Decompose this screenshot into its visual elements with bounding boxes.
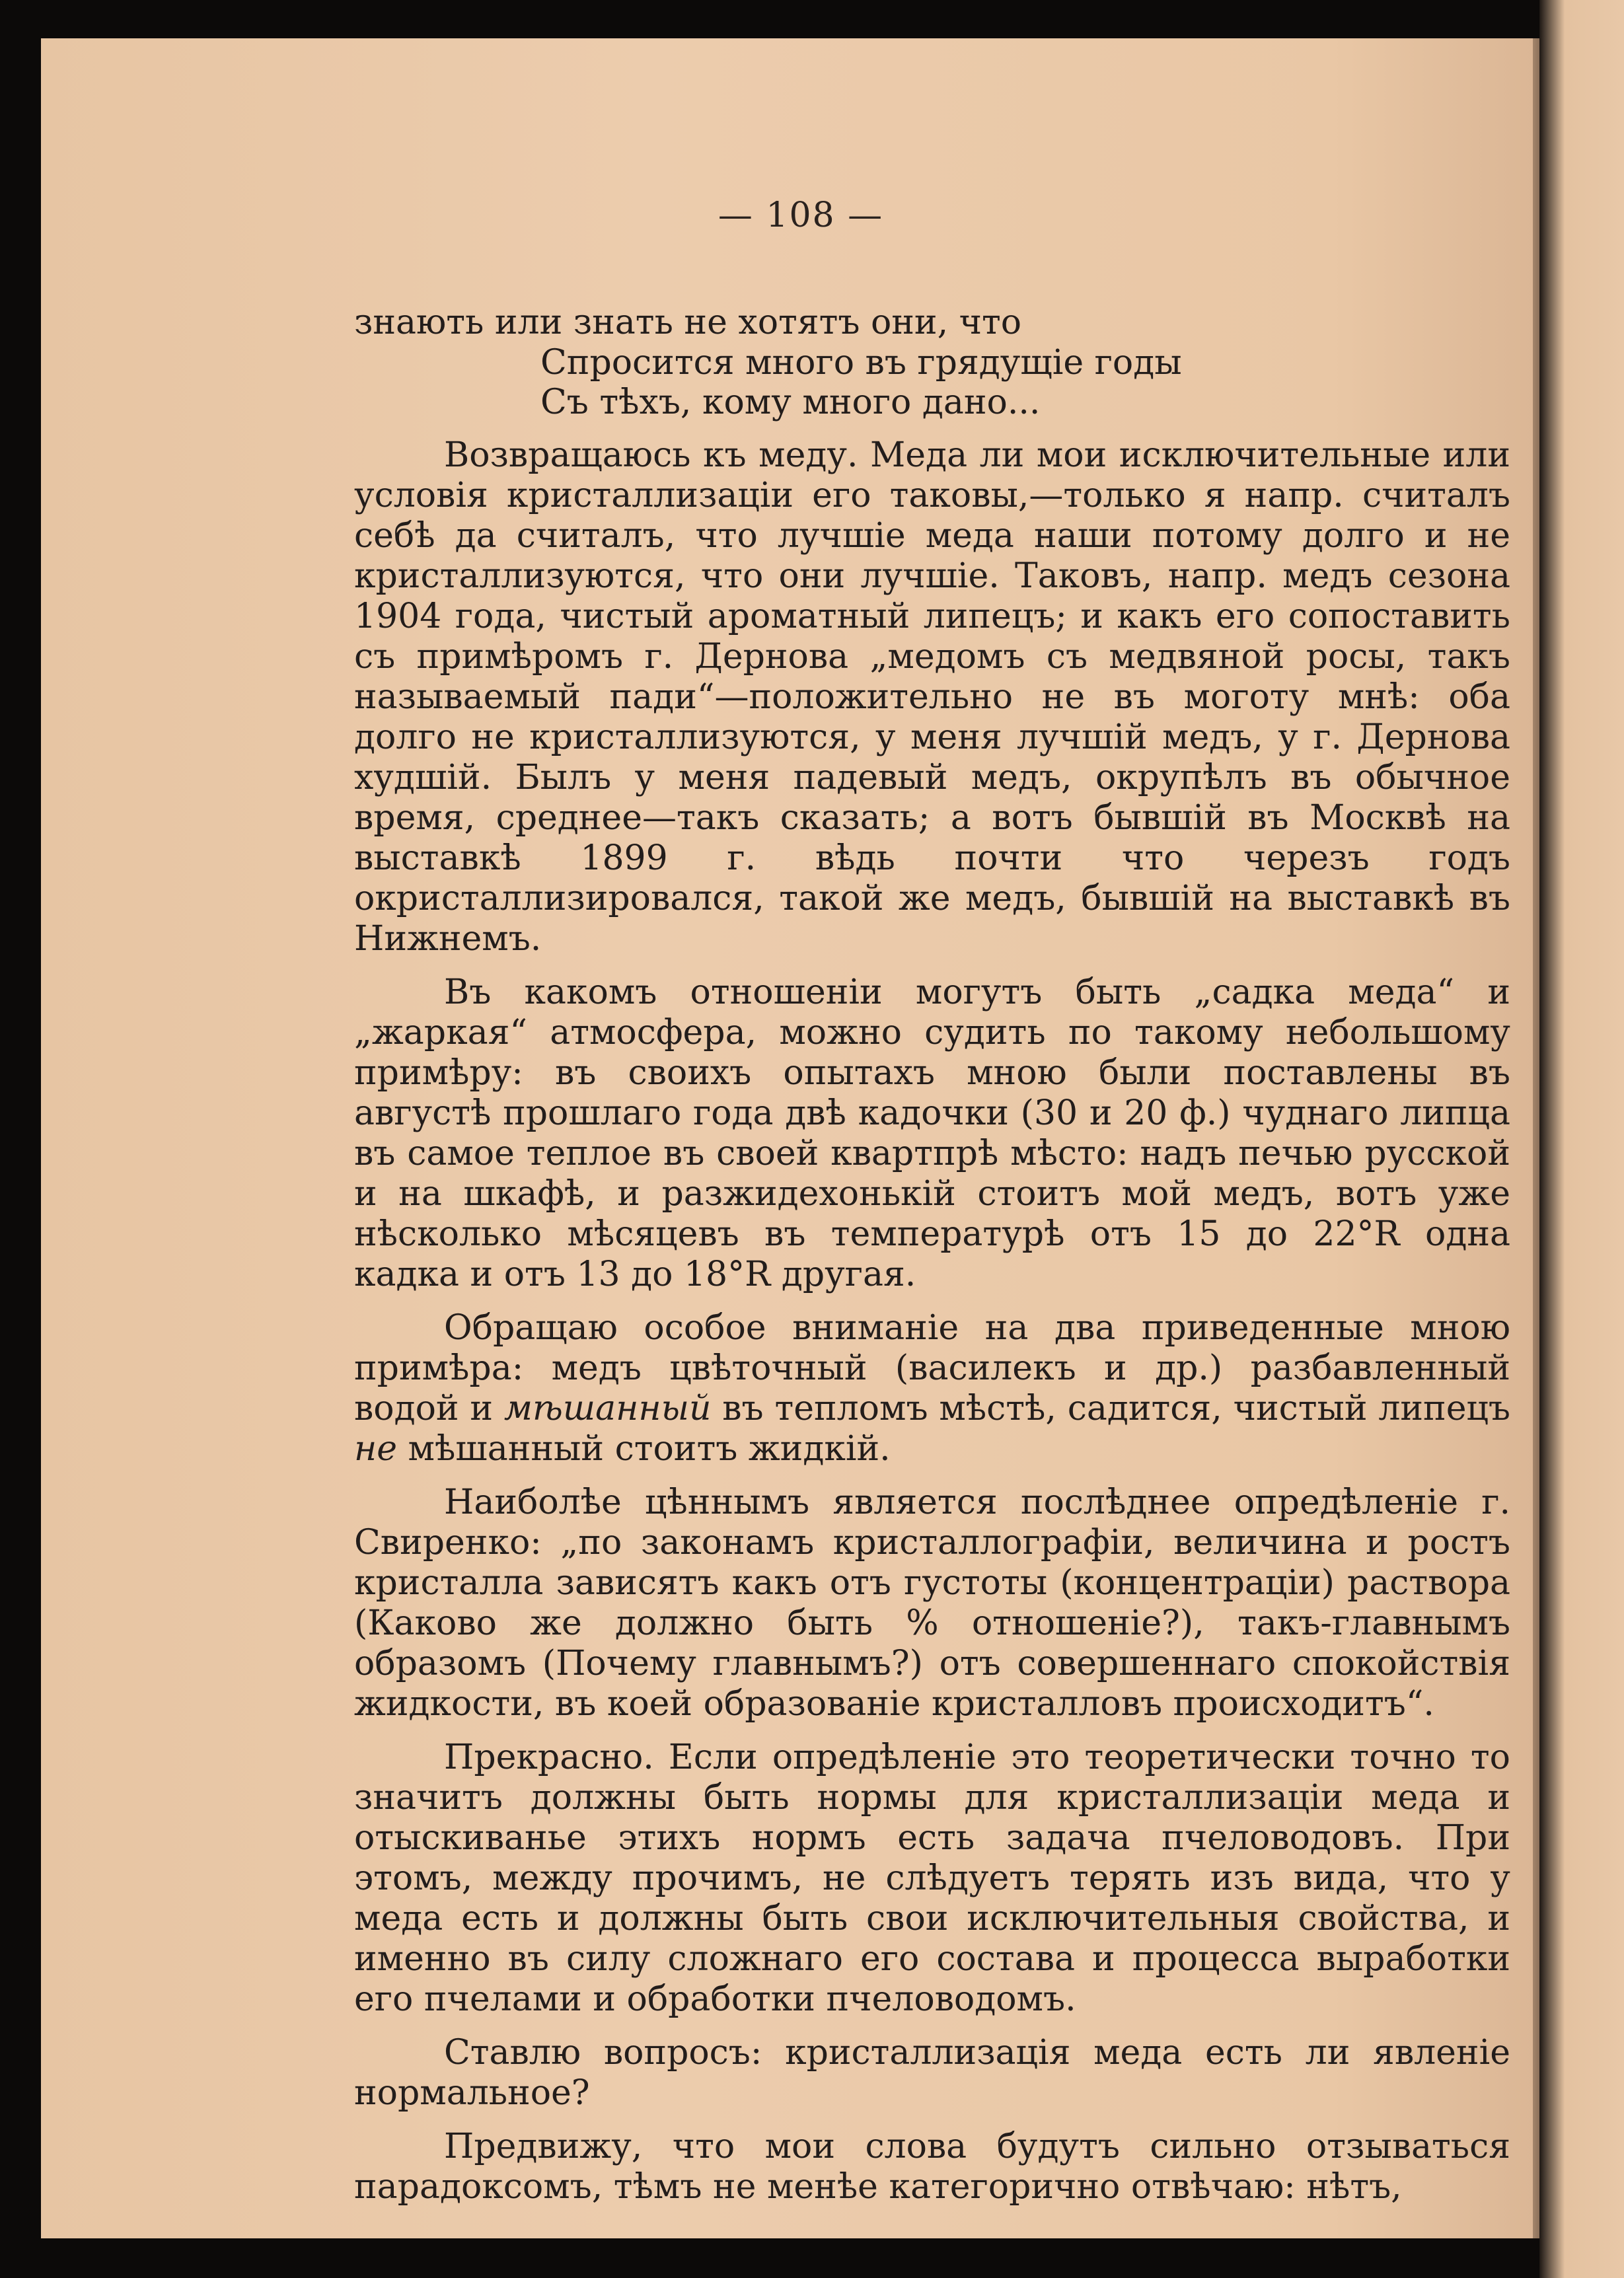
paragraph-text: въ тепломъ мѣстѣ, садится, чистый липецъ (711, 1389, 1510, 1428)
italic-word: мѣшанный (503, 1389, 712, 1428)
paragraph: Предвижу, что мои слова будутъ сильно отзываться парадоксомъ, тѣмъ не менѣе категорично отвѣчаю: нѣтъ, (354, 2127, 1510, 2207)
paragraph: Прекрасно. Если опредѣленіе это теоретически точно то значитъ должны быть нормы для кристаллизаціи меда и отыскиванье этихъ нормъ есть задача пчеловодовъ. При этомъ, между прочимъ, не слѣдуетъ терять изъ вида, что у меда есть и должны быть свои исключительныя свойства, и именно въ силу сложнаго его состава и процесса выработки его пчелами и обработки пчеловодомъ. (354, 1738, 1510, 2019)
paragraph: Возвращаюсь къ меду. Меда ли мои исключительные или условія кристаллизаціи его таковы,—только я напр. считалъ себѣ да считалъ, что лучшіе меда наши потому долго и не кристаллизуются, что они лучшіе. Таковъ, напр. медъ сезона 1904 года, чистый ароматный липецъ; и какъ его сопоставить съ примѣромъ г. Дернова „медомъ съ медвяной росы, такъ называемый пади“—положительно не въ моготу мнѣ: оба долго не кристаллизуются, у меня лучшій медъ, у г. Дернова худшій. Былъ у меня падевый медъ, окрупѣлъ въ обычное время, среднее—такъ сказать; а вотъ бывшій въ Москвѣ на выставкѣ 1899 г. вѣдь почти что черезъ годъ окристаллизировался, такой же медъ, бывшій на выставкѣ въ Нижнемъ. (354, 435, 1510, 959)
paragraph: Ставлю вопросъ: кристаллизація меда есть ли явленіе нормальное? (354, 2033, 1510, 2113)
paragraph: Наиболѣе цѣннымъ является послѣднее опредѣленіе г. Свиренко: „по законамъ кристаллографіи, величина и ростъ кристалла зависятъ какъ отъ густоты (концентраціи) раствора (Каково же должно быть % отношеніе?), такъ-главнымъ образомъ (Почему главнымъ?) отъ совершеннаго спокойствія жидкости, въ коей образованіе кристалловъ происходитъ“. (354, 1483, 1510, 1724)
poem-line: Съ тѣхъ, кому много дано... (540, 383, 1041, 422)
poem-quote (540, 343, 1510, 422)
page-number: — 108 — (718, 196, 884, 235)
paragraph (354, 1308, 1510, 1469)
paragraph-text: мѣшанный стоитъ жидкій. (397, 1429, 891, 1469)
paragraph-text: Обращаю особое вниманіе на два приведенные мною примѣра: медъ цвѣточный (василекъ и др.) разбавленный водой и (354, 1308, 1510, 1428)
body-text (354, 303, 1510, 2207)
facing-page-edge (1539, 0, 1624, 2278)
italic-word: не (354, 1429, 398, 1469)
paragraph: Въ какомъ отношеніи могутъ быть „садка меда“ и „жаркая“ атмосфера, можно судить по такому небольшому примѣру: въ своихъ опытахъ мною были поставлены въ августѣ прошлаго года двѣ кадочки (30 и 20 ф.) чуднаго липца въ самое теплое въ своей квартпрѣ мѣсто: надъ печью русской и на шкафѣ, и разжидехонькій стоитъ мой медъ, вотъ уже нѣсколько мѣсяцевъ въ температурѣ отъ 15 до 22°R одна кадка и отъ 13 до 18°R другая. (354, 973, 1510, 1294)
opening-line: знають или знать не хотятъ они, что (354, 303, 1022, 342)
poem-line: Спросится много въ грядущіе годы (540, 343, 1182, 383)
book-page (41, 38, 1561, 2238)
